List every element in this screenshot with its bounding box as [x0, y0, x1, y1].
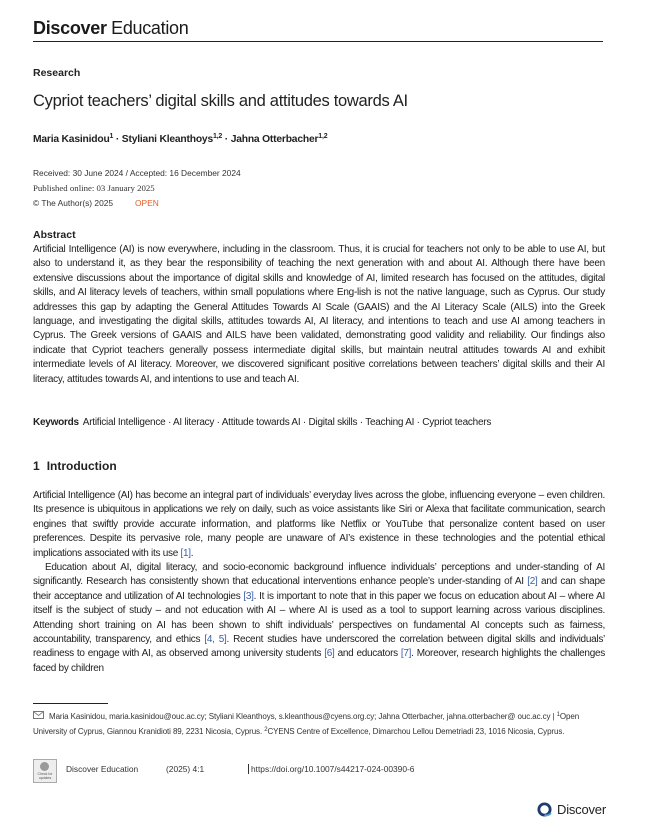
discover-logo-icon	[537, 802, 552, 817]
keywords-label: Keywords	[33, 417, 79, 428]
paragraph-text: . Recent studies have underscored the correlation between digital skills and individuals’ readiness to engage with AI, as observed among university students	[33, 634, 605, 660]
copyright-line	[33, 196, 241, 211]
citation-link[interactable]: [6]	[324, 648, 335, 660]
journal-header	[33, 17, 603, 42]
keywords	[33, 417, 491, 428]
paragraph-text: and can shape their acceptance and utilization of AI technologies	[33, 576, 606, 602]
paragraph-text: . Moreover, research highlights the challenges faced by children	[33, 648, 605, 674]
journal-name-bold: Discover	[33, 18, 107, 38]
paragraph	[33, 489, 605, 561]
author-affiliation: 1	[109, 133, 114, 140]
journal-name-rest: Education	[111, 18, 189, 38]
article-type: Research	[33, 67, 81, 79]
footnote-divider	[33, 703, 108, 704]
author-affiliation: 1,2	[212, 133, 223, 140]
section-title: Introduction	[46, 459, 117, 473]
affiliation-marker: 1	[556, 712, 560, 718]
paragraph	[33, 561, 605, 676]
doi-link-wrapper	[248, 764, 414, 774]
footer-volume: (2025) 4:1	[166, 764, 205, 774]
affiliation-text: Open University of Cyprus, Giannou Kranidioti 89, 2231 Nicosia, Cyprus.	[33, 712, 580, 736]
author-affiliation: 1,2	[318, 133, 328, 140]
author-list	[33, 133, 327, 145]
article-title: Cypriot teachers’ digital skills and attitudes towards AI	[33, 92, 408, 110]
citation-link[interactable]: [7]	[400, 648, 412, 660]
article-dates	[33, 166, 241, 211]
keywords-list: Artificial Intelligence · AI literacy · Attitude towards AI · Digital skills · Teaching AI · Cypriot teachers	[82, 417, 492, 428]
affiliation-text: CYENS Centre of Excellence, Dimarchou Lellou Demetriadi 23, 1016 Nicosia, Cyprus.	[267, 726, 565, 736]
published-online: Published online: 03 January 2025	[33, 183, 155, 193]
section-number: 1	[33, 459, 40, 473]
citation-link[interactable]: [1]	[180, 547, 191, 559]
doi-link[interactable]: https://doi.org/10.1007/s44217-024-00390-6	[251, 764, 415, 774]
author-name[interactable]: Maria Kasinidou	[33, 134, 110, 145]
paragraph-text: . It is important to note that in this paper we focus on education about AI – where AI itself is the subject of study – and not education with AI – where AI is used as a tool to support learning across various disciplines. Attending short training on AI has been shown to shift individuals’ perspectives on fundamental AI concepts such as fairness, accountability, transparency, and ethics	[33, 590, 605, 646]
footer-journal: Discover Education	[66, 764, 139, 774]
divider-bar	[248, 764, 249, 774]
received-accepted: Received: 30 June 2024 / Accepted: 16 December 2024	[33, 168, 241, 178]
author-name[interactable]: Styliani Kleanthoys	[121, 134, 213, 145]
author-separator: ·	[113, 134, 122, 145]
author-name[interactable]: Jahna Otterbacher	[230, 134, 319, 145]
check-for-updates-icon[interactable]	[33, 759, 57, 783]
citation-link[interactable]: [4, 5]	[204, 634, 227, 646]
check-updates-label: Check for updates	[37, 772, 53, 780]
paragraph-text: Education about AI, digital literacy, and socio-economic background influence individuals’ perceptions and under-standing of AI significantly. Research has consistently shown that educational interventions enhance people’s under-standing of AI	[33, 562, 605, 588]
check-updates-circle	[40, 762, 49, 771]
footnote-contacts[interactable]: Maria Kasinidou, maria.kasinidou@ouc.ac.cy; Styliani Kleanthoys, s.kleanthous@cyens.org.cy; Jahna Otterbacher, jahna.otterbacher@ ouc.ac.cy |	[49, 712, 557, 721]
abstract-text: Artificial Intelligence (AI) is now everywhere, including in the classroom. Thus, it is crucial for teachers not only to be able to use AI, but also to understand it, as they bear the responsibility of teaching the next generation with and about AI. Although there have been extensive discussions about the importance of digital skills and knowledge of AI, limited research has focused on the attitudes, digital skills, and AI literacy levels of teachers, within small populations where Eng-lish is not the native language, such as Cyprus. Our study addresses this gap by adapting the General Attitudes Towards AI Scale (GAAIS) and the AI Literacy Scale (AILS) into the Greek language, and investigating the digital skills, attitudes towards AI, AI literacy, and intentions to teach and use AI among teachers in Cyprus. The Greek versions of GAAIS and AILS have been validated, demonstrating good validity and reliability. Our findings also indicate that Cypriot teachers generally possess intermediate digital skills, but maintain neutral attitudes towards AI and exhibit intermediate levels of AI literacy. Moreover, we discovered significant positive correlations between teachers’ digital skills and their AI literacy, attitudes towards AI, and intentions to use and teach AI.	[33, 244, 605, 385]
paragraph-text: and educators	[334, 648, 401, 660]
author-separator: ·	[222, 134, 231, 145]
abstract-heading: Abstract	[33, 229, 76, 241]
introduction-body	[33, 489, 605, 676]
page-footer	[33, 759, 613, 781]
open-access-badge: OPEN	[135, 198, 159, 208]
author-footnote	[33, 709, 605, 739]
discover-brand-name: Discover	[557, 802, 606, 817]
envelope-icon	[33, 711, 44, 719]
section-heading-introduction	[33, 459, 117, 473]
citation-link[interactable]: [2]	[527, 576, 538, 588]
affiliation-marker: 2	[264, 726, 268, 733]
paragraph-text: .	[190, 547, 194, 559]
paragraph-text: Artificial Intelligence (AI) has become an integral part of individuals’ everyday lives across the globe, influencing everyone – even children. Its presence is ubiquitous in applications we rely on daily, such as voice assistants like Siri or Alexa that facilitate communication, search engines that swiftly provide accurate information, and platforms like Netflix or YouTube that personalize content based on user preferences. Despite its pervasive role, many people are unaware of AI’s existence in these technologies and the potential ethical implications associated with its use	[33, 490, 605, 559]
copyright: © The Author(s) 2025	[33, 198, 114, 208]
citation-link[interactable]: [3]	[243, 590, 254, 602]
